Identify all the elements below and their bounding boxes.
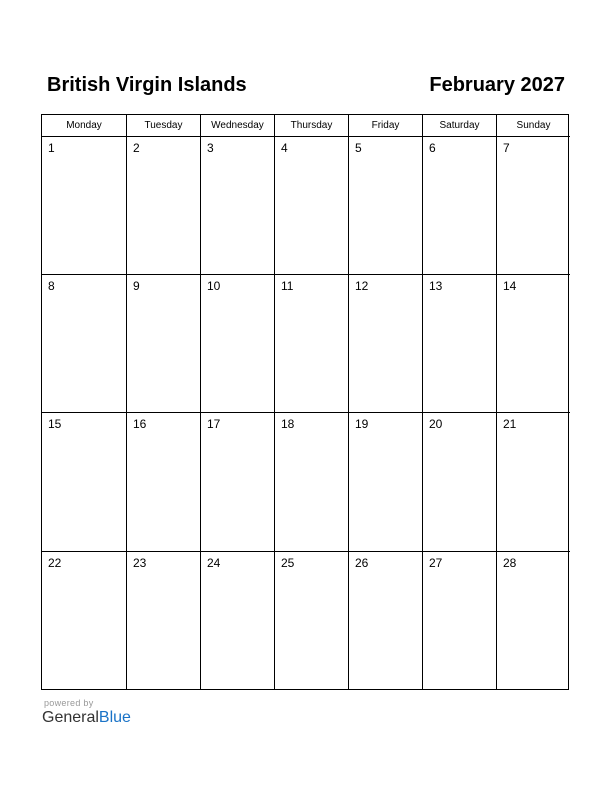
day-cell: 17 — [201, 413, 275, 552]
footer-branding — [42, 698, 131, 727]
month-year-title: February 2027 — [429, 73, 565, 96]
day-cell: 21 — [497, 413, 570, 552]
day-cell: 4 — [275, 137, 349, 275]
day-cell: 18 — [275, 413, 349, 552]
brand-blue-text: Blue — [98, 709, 131, 726]
brand-logo — [42, 709, 131, 727]
day-cell: 7 — [497, 137, 570, 275]
weekday-wednesday: Wednesday — [201, 115, 275, 137]
powered-by-label: powered by — [44, 698, 94, 708]
weekday-tuesday: Tuesday — [127, 115, 201, 137]
day-cell: 28 — [503, 556, 517, 570]
day-cell: 3 — [201, 137, 275, 275]
calendar-grid — [41, 114, 569, 690]
weekday-friday: Friday — [349, 115, 423, 137]
day-cell: 15 — [42, 413, 127, 552]
day-cell: 2 — [127, 137, 201, 275]
day-cell: 27 — [423, 552, 497, 689]
country-title: British Virgin Islands — [47, 73, 247, 96]
day-cell: 23 — [127, 552, 201, 689]
weekday-saturday: Saturday — [423, 115, 497, 137]
day-cell: 19 — [349, 413, 423, 552]
day-cell: 6 — [423, 137, 497, 275]
day-cell: 10 — [201, 275, 275, 413]
day-cell: 26 — [349, 552, 423, 689]
day-cell: 22 — [42, 552, 127, 689]
day-cell: 12 — [349, 275, 423, 413]
day-cell: 16 — [127, 413, 201, 552]
day-cell: 1 — [42, 137, 127, 275]
calendar-header — [47, 71, 565, 99]
day-cell: 24 — [201, 552, 275, 689]
day-cell: 9 — [127, 275, 201, 413]
weekday-monday: Monday — [42, 115, 127, 137]
weekday-sunday: Sunday — [497, 115, 570, 137]
day-cell: 25 — [275, 552, 349, 689]
day-cell: 11 — [275, 275, 349, 413]
day-cell: 8 — [42, 275, 127, 413]
weekday-thursday: Thursday — [275, 115, 349, 137]
day-cell: 20 — [423, 413, 497, 552]
day-cell: 13 — [423, 275, 497, 413]
day-cell: 5 — [349, 137, 423, 275]
day-cell: 14 — [497, 275, 570, 413]
brand-general-text: General — [42, 709, 99, 726]
